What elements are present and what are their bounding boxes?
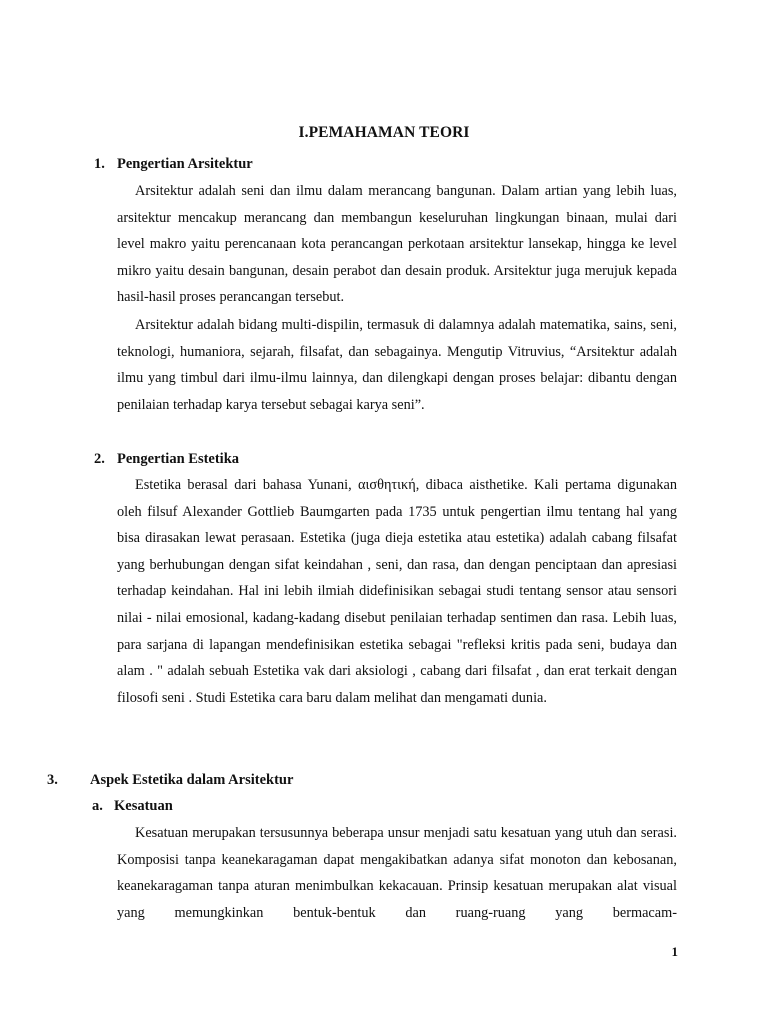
subsection-title: Kesatuan bbox=[114, 798, 173, 814]
subsection-letter: a. bbox=[92, 798, 103, 814]
section-number: 3. bbox=[47, 772, 58, 788]
section-title: Pengertian Estetika bbox=[117, 451, 240, 467]
page-title: I.PEMAHAMAN TEORI bbox=[298, 124, 470, 141]
section-number: 1. bbox=[94, 156, 105, 172]
section-heading-aspek-estetika bbox=[47, 772, 293, 789]
section-number: 2. bbox=[94, 451, 105, 467]
page-number: 1 bbox=[671, 944, 678, 959]
section-heading-estetika bbox=[94, 451, 239, 468]
section-title: Aspek Estetika dalam Arsitektur bbox=[90, 772, 294, 788]
paragraph-estetika: Estetika berasal dari bahasa Yunani, αισθητική, dibaca aisthetike. Kali pertama digunakan oleh filsuf Alexander Gottlieb Baumgarten pada 1735 untuk pengertian ilmu tentang hal yang bisa dirasakan lewat perasaan. Estetika (juga dieja estetika atau estetika) adalah cabang filsafat yang berhubungan dengan sifat keindahan , seni, dan rasa, dan dengan penciptaan dan apresiasi terhadap keindahan. Hal ini lebih ilmiah didefinisikan sebagai studi tentang sensor atau sensori nilai - nilai emosional, kadang-kadang disebut penilaian terhadap sentimen dan rasa. Lebih luas, para sarjana di lapangan mendefinisikan estetika sebagai "refleksi kritis pada seni, budaya dan alam . " adalah sebuah Estetika vak dari aksiologi , cabang dari filsafat , dan erat terkait dengan filosofi seni . Studi Estetika cara baru dalam melihat dan mengamati dunia. bbox=[117, 477, 677, 706]
section-heading-arsitektur bbox=[94, 156, 253, 173]
paragraph-kesatuan: Kesatuan merupakan tersusunnya beberapa unsur menjadi satu kesatuan yang utuh dan serasi. Komposisi tanpa keanekaragaman dapat mengakibatkan adanya sifat monoton dan kebosanan, keanekaragaman tanpa aturan menimbulkan kekacauan. Prinsip kesatuan merupakan alat visual yang memungkinkan bentuk-bentuk dan ruang-ruang yang bermacam- bbox=[117, 825, 677, 921]
subsection-heading-kesatuan bbox=[92, 798, 173, 815]
paragraph-arsitektur-2: Arsitektur adalah bidang multi-dispilin, termasuk di dalamnya adalah matematika, sains, seni, teknologi, humaniora, sejarah, filsafat, dan sebagainya. Mengutip Vitruvius, “Arsitektur adalah ilmu yang timbul dari ilmu-ilmu lainnya, dan dilengkapi dengan proses belajar: dibantu dengan penilaian terhadap karya tersebut sebagai karya seni”. bbox=[117, 317, 677, 413]
section-title: Pengertian Arsitektur bbox=[117, 156, 253, 172]
paragraph-arsitektur-1: Arsitektur adalah seni dan ilmu dalam merancang bangunan. Dalam artian yang lebih luas, arsitektur mencakup merancang dan membangun keseluruhan lingkungan binaan, mulai dari level makro yaitu perencanaan kota perancangan perkotaan arsitektur lansekap, hingga ke level mikro yaitu desain bangunan, desain perabot dan desain produk. Arsitektur juga merujuk kepada hasil-hasil proses perancangan tersebut. bbox=[117, 183, 677, 306]
